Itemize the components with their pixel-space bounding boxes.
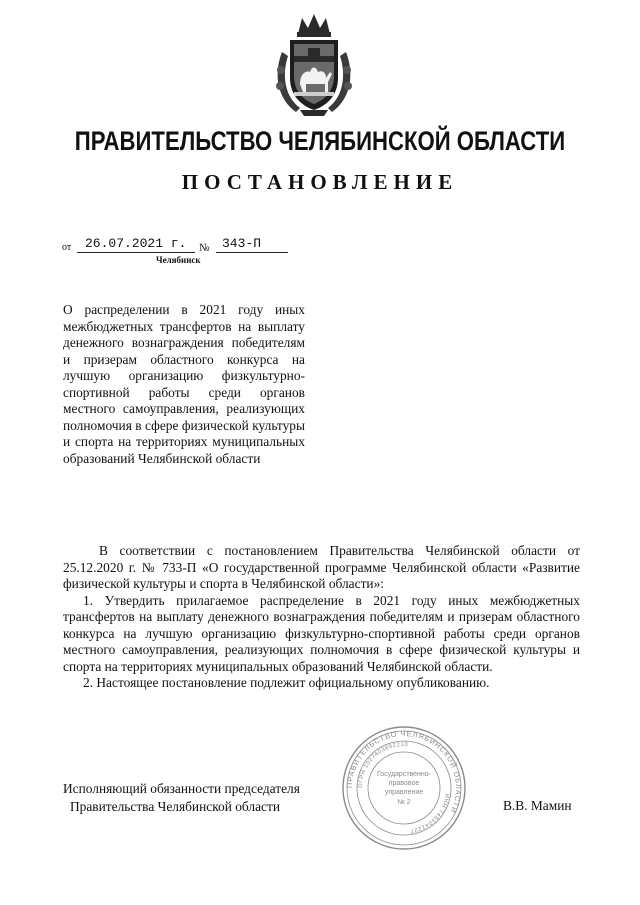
seal-inn-text: ИНН 7453042227 [409,792,450,834]
signatory-position [63,780,333,816]
signatory-name: В.В. Мамин [503,798,572,813]
seal-ring-text: ПРАВИТЕЛЬСТВО ЧЕЛЯБИНСКОЙ ОБЛАСТИ [344,728,464,815]
date-prefix: от [62,242,72,253]
document-number: 343-П [216,236,288,253]
government-title: ПРАВИТЕЛЬСТВО ЧЕЛЯБИНСКОЙ ОБЛАСТИ [74,126,566,156]
document-body [63,543,580,692]
official-seal-stamp [340,724,468,852]
document-date: 26.07.2021 г. [77,236,195,253]
number-prefix: № [199,242,210,254]
seal-center-line-2: правовое [388,780,420,787]
city-label: Челябинск [156,255,201,265]
signatory-position-line-2: Правительства Челябинской области [70,799,280,814]
seal-center-line-4: № 2 [397,799,411,806]
document-subject: О распределении в 2021 году иных межбюджетных трансфертов на выплату денежного вознаграждения победителям и призерам областного конкурса на лучшую организацию физкультурно-спортивной работы среди органов местного самоуправления, реализующих полномочия в сфере физической культуры и спорта на территориях муниципальных образований Челябинской области [63,302,305,466]
document-type-heading: ПОСТАНОВЛЕНИЕ [181,170,459,194]
item-1-paragraph: 1. Утвердить прилагаемое распределение в 2021 году иных межбюджетных трансфертов на выплату денежного вознаграждения победителям и призерам областного конкурса на лучшую организацию физкультурно-спортивной работы среди органов местного самоуправления, реализующих полномочия в сфере физической культуры и спорта на территориях муниципальных образований Челябинской области. [63,592,580,674]
preamble-paragraph: В соответствии с постановлением Правительства Челябинской области от 25.12.2020 г. № 733-П «О государственной программе Челябинской области «Развитие физической культуры и спорта в Челябинской области»: [63,543,580,591]
chelyabinsk-coat-of-arms-icon [270,12,358,118]
seal-center-line-1: Государственно- [376,771,432,778]
seal-center-line-3: управление [384,789,424,796]
signatory-position-line-1: Исполняющий обязанности председателя [63,781,300,796]
seal-ogrn-text: ОГРН 1027403892210 [357,741,409,789]
item-2-paragraph: 2. Настоящее постановление подлежит официальному опубликованию. [83,675,490,690]
